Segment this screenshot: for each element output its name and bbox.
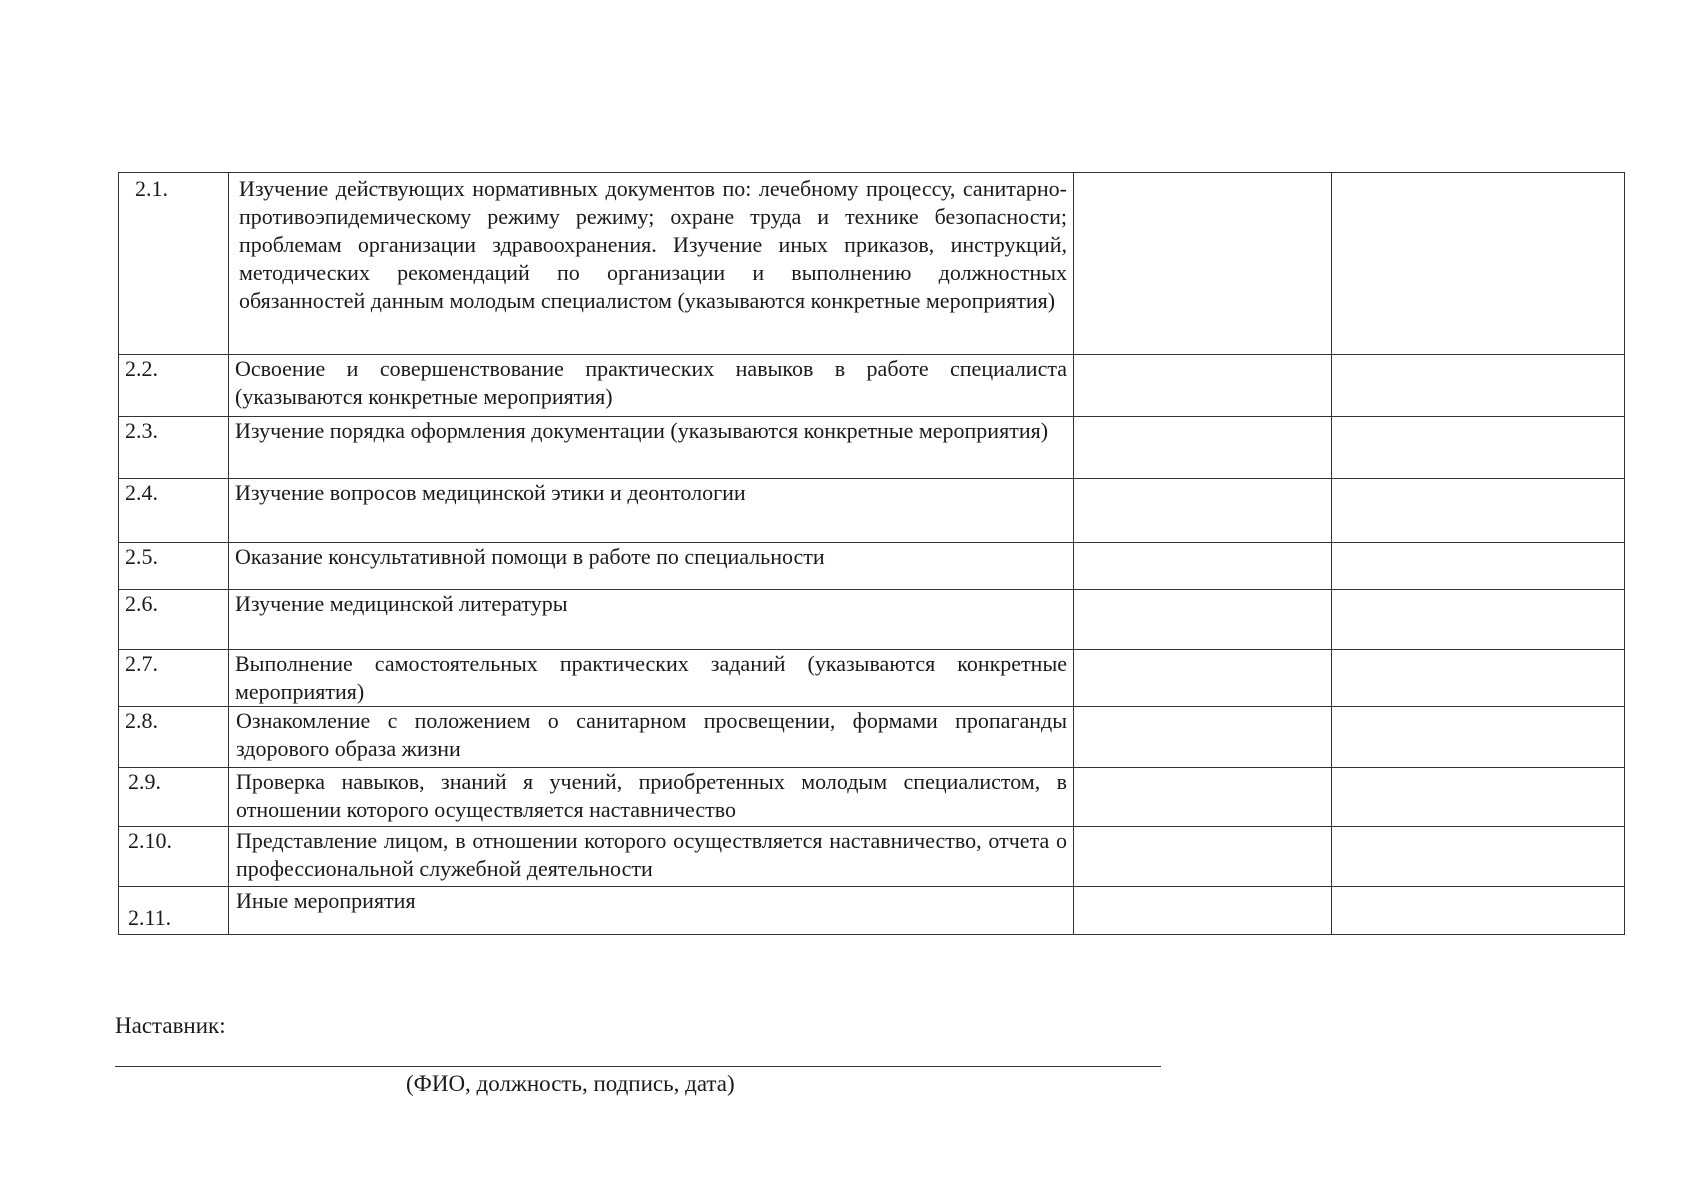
row-cell-4 <box>1332 650 1625 707</box>
table-row <box>119 417 1625 479</box>
table-row <box>119 887 1625 935</box>
row-activity: Выполнение самостоятельных практических заданий (указываются конкретные мероприятия) <box>229 650 1074 707</box>
row-activity: Ознакомление с положением о санитарном просвещении, формами пропаганды здорового образа жизни <box>229 707 1074 768</box>
row-cell-3 <box>1074 768 1332 827</box>
row-cell-4 <box>1332 355 1625 417</box>
table-row <box>119 650 1625 707</box>
row-number: 2.5. <box>119 543 229 590</box>
row-cell-3 <box>1074 417 1332 479</box>
row-cell-3 <box>1074 887 1332 935</box>
row-cell-3 <box>1074 707 1332 768</box>
row-cell-3 <box>1074 590 1332 650</box>
row-cell-3 <box>1074 355 1332 417</box>
table-row <box>119 173 1625 355</box>
row-number: 2.7. <box>119 650 229 707</box>
row-activity: Оказание консультативной помощи в работе по специальности <box>229 543 1074 590</box>
row-number: 2.8. <box>119 707 229 768</box>
row-number: 2.4. <box>119 479 229 543</box>
row-activity: Изучение вопросов медицинской этики и деонтологии <box>229 479 1074 543</box>
table-row <box>119 355 1625 417</box>
table-row <box>119 707 1625 768</box>
row-cell-4 <box>1332 707 1625 768</box>
row-cell-4 <box>1332 590 1625 650</box>
row-number: 2.6. <box>119 590 229 650</box>
plan-table <box>118 172 1625 935</box>
table-row <box>119 479 1625 543</box>
row-cell-3 <box>1074 479 1332 543</box>
row-cell-3 <box>1074 543 1332 590</box>
signature-line <box>115 1066 1161 1067</box>
row-cell-3 <box>1074 173 1332 355</box>
table-row <box>119 827 1625 887</box>
row-cell-4 <box>1332 768 1625 827</box>
row-activity: Изучение порядка оформления документации (указываются конкретные мероприятия) <box>229 417 1074 479</box>
signature-caption: (ФИО, должность, подпись, дата) <box>406 1071 735 1096</box>
row-activity: Освоение и совершенствование практических навыков в работе специалиста (указываются конкретные мероприятия) <box>229 355 1074 417</box>
row-cell-4 <box>1332 543 1625 590</box>
row-number: 2.11. <box>119 887 229 935</box>
mentor-label: Наставник: <box>115 1013 226 1038</box>
row-cell-4 <box>1332 479 1625 543</box>
table-row <box>119 543 1625 590</box>
row-activity: Изучение медицинской литературы <box>229 590 1074 650</box>
row-cell-3 <box>1074 827 1332 887</box>
row-activity: Проверка навыков, знаний я учений, приобретенных молодым специалистом, в отношении которого осуществляется наставничество <box>229 768 1074 827</box>
row-number: 2.1. <box>119 173 229 355</box>
row-cell-4 <box>1332 417 1625 479</box>
row-cell-3 <box>1074 650 1332 707</box>
row-activity: Представление лицом, в отношении которого осуществляется наставничество, отчета о профессиональной служебной деятельности <box>229 827 1074 887</box>
row-number: 2.10. <box>119 827 229 887</box>
row-number: 2.2. <box>119 355 229 417</box>
row-activity: Изучение действующих нормативных документов по: лечебному процессу, санитарно-противоэпидемическому режиму режиму; охране труда и технике безопасности; проблемам организации здравоохранения. Изучение иных приказов, инструкций, методических рекомендаций по организации и выполнению должностных обязанностей данным молодым специалистом (указываются конкретные мероприятия) <box>229 173 1074 355</box>
row-cell-4 <box>1332 173 1625 355</box>
row-number: 2.9. <box>119 768 229 827</box>
row-activity: Иные мероприятия <box>229 887 1074 935</box>
row-cell-4 <box>1332 827 1625 887</box>
table-row <box>119 768 1625 827</box>
row-cell-4 <box>1332 887 1625 935</box>
table-row <box>119 590 1625 650</box>
row-number: 2.3. <box>119 417 229 479</box>
